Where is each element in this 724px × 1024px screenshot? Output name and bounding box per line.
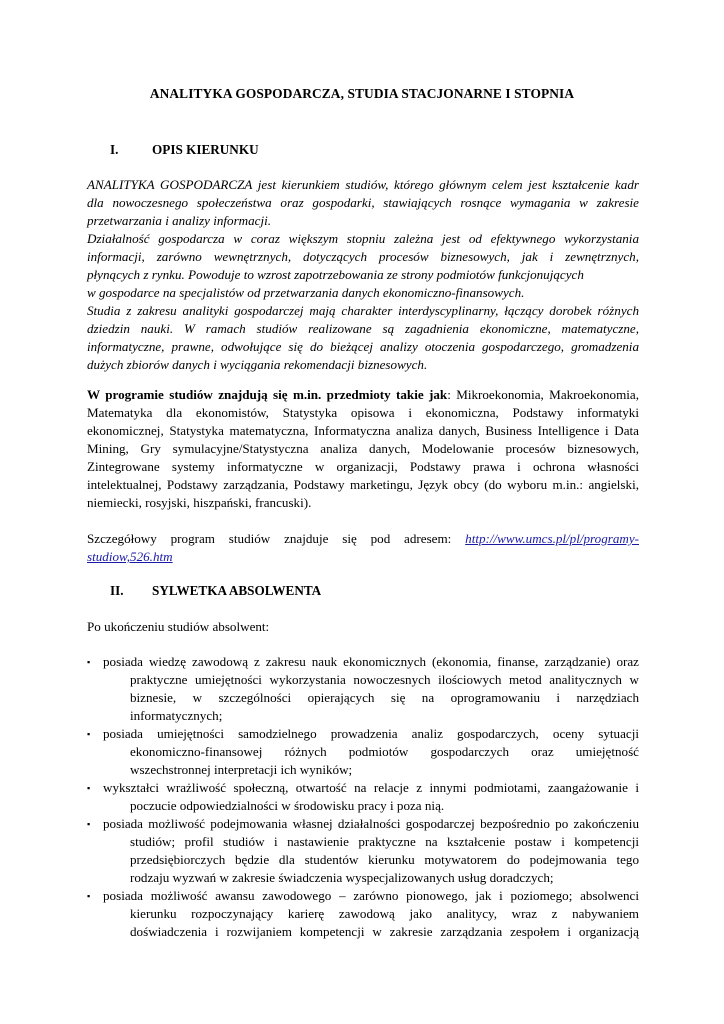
bullet-line: wykształci wrażliwość społeczną, otwartość na relacje z innymi podmiotami, zaangażowanie i xyxy=(103,780,639,795)
bullet-line: informatycznych; xyxy=(130,708,223,723)
list-item xyxy=(87,887,639,941)
section-2-number: II. xyxy=(110,583,124,598)
bullet-line: studiów; profil studiów i nastawienie praktyczne na kształcenie postaw i kompetencji xyxy=(130,834,639,849)
program-paragraph xyxy=(87,530,639,566)
program-link-continued[interactable]: studiow,526.htm xyxy=(87,549,173,564)
section-2-heading xyxy=(110,583,321,599)
program-line xyxy=(87,548,639,566)
square-bullet-icon: ▪ xyxy=(87,819,91,829)
description-line: w gospodarce na specjalistów od przetwarzania danych ekonomiczno-finansowych. xyxy=(87,285,525,300)
square-bullet-icon: ▪ xyxy=(87,729,91,739)
section-1-heading xyxy=(110,142,259,158)
subjects-line: intelektualnej, Podstawy zarządzania, Podstawy marketingu, Język obcy (do wyboru m.in.: angielski, xyxy=(87,477,639,492)
program-link[interactable]: http://www.umcs.pl/pl/programy- xyxy=(465,531,640,546)
description-line: dla nowoczesnego społeczeństwa oraz gospodarki, stawiających rosnące wymagania w zakresie xyxy=(87,195,639,210)
bullet-line: posiada możliwość awansu zawodowego – zarówno pionowego, jak i poziomego; absolwenci xyxy=(103,888,639,903)
subjects-line: Matematyka dla ekonomistów, Statystyka opisowa i ekonomiczna, Podstawy informatyki xyxy=(87,405,639,420)
bullet-line: ekonomiczno-finansowej różnych podmiotów gospodarczych oraz umiejętność xyxy=(130,744,639,759)
bullet-line: przedsiębiorczych będzie dla studentów kierunku motywatorem do podejmowania tego xyxy=(130,852,639,867)
subjects-line xyxy=(87,386,639,404)
bullet-line: wszechstronnej interpretacji ich wyników; xyxy=(130,762,353,777)
program-text: Szczegółowy program studiów znajduje się pod adresem: xyxy=(87,531,452,546)
bullet-line: posiada możliwość podejmowania własnej działalności gospodarczej bezpośrednio po zakończeniu xyxy=(103,816,639,831)
subjects-first-rest: : Mikroekonomia, Makroekonomia, xyxy=(447,387,639,402)
bullet-line: biznesie, w szczególności opierających się na oprogramowaniu i narzędziach xyxy=(130,690,639,705)
subjects-line: Zintegrowane systemy informatyczne w organizacji, Podstawy prawa i ochrona własności xyxy=(87,459,639,474)
description-line: informacji, zarówno wewnętrznych, dotyczących procesów biznesowych, jak i zewnętrznych, xyxy=(87,249,639,264)
description-line: przetwarzania i analizy informacji. xyxy=(87,213,272,228)
program-line xyxy=(87,530,639,548)
section-1-title: OPIS KIERUNKU xyxy=(152,142,259,157)
description-line: dużych zbiorów danych i wyciągania rekomendacji biznesowych. xyxy=(87,357,428,372)
list-item xyxy=(87,815,639,887)
square-bullet-icon: ▪ xyxy=(87,657,91,667)
list-item xyxy=(87,779,639,815)
bullet-line: doświadczenia i rozwijaniem kompetencji w zakresie zarządzania zespołem i organizacją xyxy=(130,924,639,939)
subjects-line: ekonomicznej, Statystyka matematyczna, Informatyczna analiza danych, Business Intelligence i Data xyxy=(87,423,639,438)
graduate-bullet-list xyxy=(87,653,639,941)
description-line: Studia z zakresu analityki gospodarczej mają charakter interdyscyplinarny, łączący dorobek różnych xyxy=(87,303,639,318)
description-line: informatyczne, prawne, odwołujące się do bieżącej analizy otoczenia gospodarczego, gromadzenia xyxy=(87,339,639,354)
bullet-line: poczucie odpowiedzialności w środowisku pracy i poza nią. xyxy=(130,798,445,813)
bullet-line: posiada wiedzę zawodową z zakresu nauk ekonomicznych (ekonomia, finanse, zarządzanie) oraz xyxy=(103,654,639,669)
description-line: dziedzin nauki. W ramach studiów realizowane są zagadnienia ekonomiczne, matematyczne, xyxy=(87,321,639,336)
bullet-line: posiada umiejętności samodzielnego prowadzenia analiz gospodarczych, oceny sytuacji xyxy=(103,726,639,741)
subjects-lead: W programie studiów znajdują się m.in. przedmioty takie jak xyxy=(87,387,448,402)
section-1-description xyxy=(87,176,639,374)
subjects-line: Mining, Gry symulacyjne/Statystyczna analiza danych, Modelowanie procesów biznesowych, xyxy=(87,441,639,456)
bullet-line: praktyczne umiejętności wykorzystania nowoczesnych ilościowych metod analitycznych w xyxy=(130,672,639,687)
subjects-line: niemiecki, rosyjski, hiszpański, francuski). xyxy=(87,495,312,510)
bullet-line: rodzaju wyzwań w zakresie świadczenia wyspecjalizowanych usług doradczych; xyxy=(130,870,554,885)
list-item xyxy=(87,653,639,725)
document-title: ANALITYKA GOSPODARCZA, STUDIA STACJONARNE I STOPNIA xyxy=(149,86,575,101)
graduate-intro xyxy=(87,618,639,636)
section-1-number: I. xyxy=(110,142,119,157)
bullet-line: kierunku rozpoczynający karierę zawodową jako analitycy, wraz z nabywaniem xyxy=(130,906,639,921)
square-bullet-icon: ▪ xyxy=(87,891,91,901)
description-line: Działalność gospodarcza w coraz większym stopniu zależna jest od efektywnego wykorzystania xyxy=(87,231,639,246)
list-item xyxy=(87,725,639,779)
description-line: płynących z rynku. Powoduje to wzrost zapotrzebowania ze strony podmiotów funkcjonujących xyxy=(87,267,584,282)
square-bullet-icon: ▪ xyxy=(87,783,91,793)
intro-line: Po ukończeniu studiów absolwent: xyxy=(87,619,270,634)
section-2-title: SYLWETKA ABSOLWENTA xyxy=(152,583,322,598)
subjects-paragraph xyxy=(87,386,639,512)
description-line: ANALITYKA GOSPODARCZA jest kierunkiem studiów, którego głównym celem jest kształcenie kadr xyxy=(87,177,639,192)
